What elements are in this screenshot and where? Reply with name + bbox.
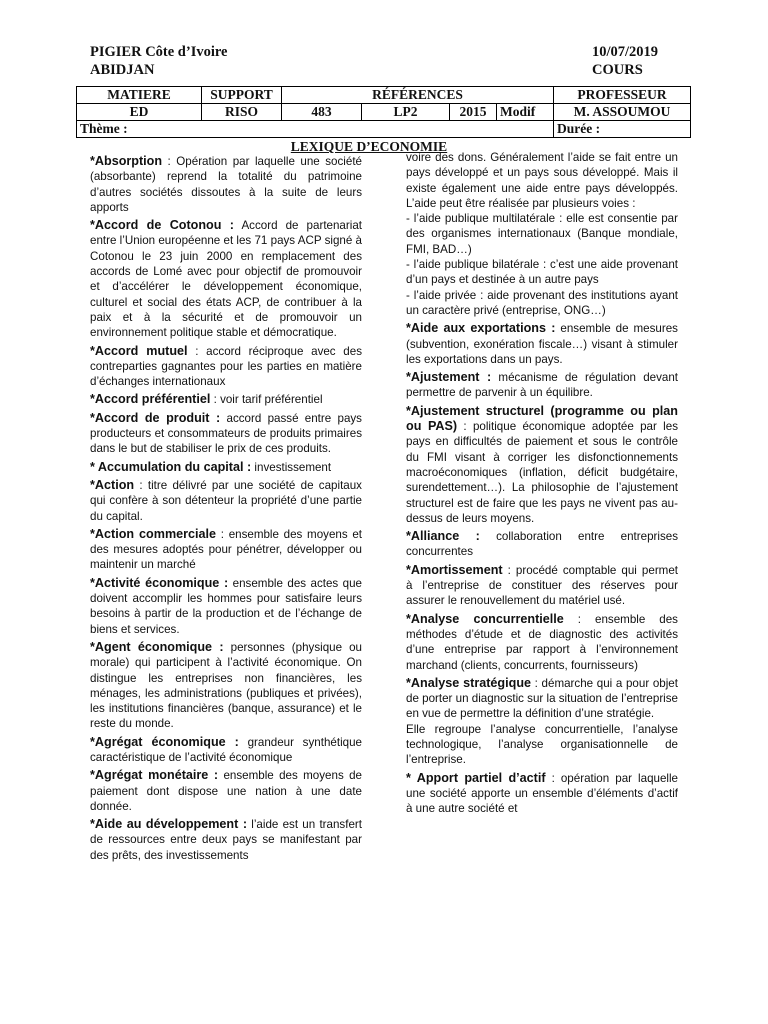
glossary-entry (406, 563, 678, 609)
glossary-term: *Accord préférentiel (90, 392, 211, 407)
glossary-term: *Aide aux exportations : (406, 321, 556, 336)
glossary-term: * Accumulation du capital : (90, 459, 252, 474)
term-separator (239, 736, 248, 749)
glossary-entry (406, 404, 678, 526)
glossary-entry (406, 771, 678, 817)
city-name: ABIDJAN (90, 62, 155, 78)
org-name: PIGIER Côte d’Ivoire (90, 44, 228, 60)
glossary-definition: Elle regroupe l’analyse concurrentielle, l’analyse technologique, l’analyse organisationnelle de l’entreprise. (406, 722, 678, 767)
glossary-entry (90, 576, 362, 637)
glossary-term: *Accord mutuel (90, 343, 188, 358)
glossary-definition: Opération par laquelle une société (absorbante) reprend la totalité du patrimoine d’autres sociétés dissoutes à la suite de leurs apports (90, 155, 362, 214)
document-title: LEXIQUE D’ECONOMIE (290, 139, 448, 154)
glossary-entry (90, 344, 362, 390)
glossary-definition: collaboration entre entreprises concurrentes (406, 530, 678, 559)
glossary-entry (90, 460, 362, 475)
value-ref-num: 483 (282, 104, 362, 121)
continuation-paragraph: - l’aide publique bilatérale : c’est une aide provenant d’un pays et destinée à un autre pays (406, 258, 678, 287)
glossary-entry (90, 411, 362, 457)
glossary-entry (90, 392, 362, 407)
glossary-definition: opération par laquelle une société apporte un ensemble d’éléments d’actif à une autre société et (406, 771, 679, 816)
term-separator: : (457, 420, 473, 434)
glossary-entry (406, 676, 678, 722)
term-separator: : (216, 527, 229, 541)
col-matiere: MATIERE (77, 87, 202, 104)
continuation-paragraph: - l’aide publique multilatérale : elle est consentie par des organismes internationaux (Banque mondiale, FMI, BAD…) (406, 212, 678, 256)
glossary-definition: accord passé entre pays producteurs et consommateurs de produits primaires dans le but de stabiliser le prix de ces produits. (90, 411, 362, 456)
glossary-term: *Activité économique : (90, 575, 229, 590)
term-separator (480, 530, 496, 543)
glossary-definition: ensemble des actes que doivent accomplir les hommes pour satisfaire leurs besoins à partir de la production et de l’échange de biens et services. (90, 576, 362, 636)
value-matiere: ED (77, 104, 202, 121)
glossary-definition: personnes (physique ou morale) qui participent à l’activité économique. On distingue les entreprises non financières, les ménages, les administrations (publiques et privées), les institutions financières (banque, assurance) et le reste du monde. (90, 640, 362, 731)
glossary-term: *Analyse stratégique (406, 675, 532, 690)
glossary-term: *Agrégat monétaire : (90, 768, 219, 783)
glossary-entry (90, 218, 362, 340)
glossary-definition: investissement (254, 460, 332, 474)
course-meta-table (76, 86, 691, 138)
glossary-definition: accord réciproque avec des contreparties gagnantes pour les parties en matière d’échanges internationaux (90, 344, 362, 389)
glossary-definition: mécanisme de régulation devant permettre de parvenir à un équilibre. (406, 371, 678, 400)
glossary-definition: Accord de partenariat entre l’Union européenne et les 71 pays ACP signé à Cotonou le 23 juin 2000 en remplacement des accords de Lomé avec pour objectif de promouvoir et d’accélérer le développement économique, culturel et social des états ACP, de contribuer à la paix et à la sécurité et de promouvoir un environnement politique stable et démocratique. (90, 219, 362, 340)
term-separator: : (187, 344, 207, 358)
glossary-term: *Action commerciale (90, 526, 217, 541)
glossary-term: *Ajustement structurel (programme ou plan ou PAS) (406, 403, 678, 434)
glossary-term: *Ajustement : (406, 370, 492, 385)
glossary-term: *Accord de Cotonou : (90, 218, 234, 233)
glossary-entry (90, 154, 362, 215)
glossary-definition: ensemble de mesures (subvention, exonération fiscale…) visant à stimuler les exportations dans un pays. (406, 322, 678, 366)
left-column (90, 154, 362, 866)
meta-theme-row (77, 121, 691, 138)
value-professeur: M. ASSOUMOU (554, 104, 691, 121)
glossary-term: *Alliance : (406, 529, 480, 544)
right-column (406, 150, 678, 819)
glossary-definition: ensemble des moyens et des mesures adoptés pour pénétrer, développer ou maintenir un marché (90, 527, 362, 572)
glossary-entry (90, 527, 362, 573)
glossary-term: *Analyse concurrentielle (406, 611, 564, 626)
value-ref-modif: Modif (497, 104, 554, 121)
continuation-paragraph: voire des dons. Généralement l’aide se fait entre un pays développé et un pays sous développé. Mais il existe également une aide entre pays développés. L’aide peut être réalisée par plusieurs voies : (406, 151, 678, 210)
glossary-entry (406, 321, 678, 367)
term-separator: : (563, 612, 596, 626)
term-separator (224, 641, 231, 654)
glossary-term: *Action (90, 477, 135, 492)
glossary-definition: titre délivré par une société de capitaux qui confère à son détenteur la propriété d’une partie du capital. (90, 478, 362, 523)
col-support: SUPPORT (202, 87, 282, 104)
glossary-definition: démarche qui a pour objet de porter un diagnostic sur la situation de l’entreprise en vue de permettre la définition d’une stratégie. (406, 676, 678, 721)
glossary-entry (406, 529, 678, 560)
glossary-entry (90, 735, 362, 766)
header-left (90, 43, 227, 79)
doc-kind: COURS (592, 62, 643, 78)
glossary-definition: politique économique adoptée par les pays en difficultés de paiement et sous le contrôle du FMI visant à corriger les disfonctionnements macroéconomiques (inflation, déficit budgétaire, surendettement…). La philosophie de l’ajustement structurel est de faire que les pays ne vivent pas au-dessus de leurs moyens. (406, 420, 678, 525)
value-ref-year: 2015 (450, 104, 497, 121)
glossary-definition: l’aide est un transfert de ressources entre deux pays se manifestant par des prêts, des investissements (90, 818, 362, 862)
glossary-entry (406, 722, 678, 768)
term-separator: : (210, 393, 221, 407)
meta-value-row (77, 104, 691, 121)
glossary-term: *Agent économique : (90, 639, 224, 654)
term-separator: : (545, 771, 561, 785)
glossary-definition: procédé comptable qui permet à l’entreprise de constituer des réserves pour assurer le renouvellement du matériel usé. (406, 563, 679, 608)
glossary-definition: ensemble des méthodes d’étude et de diagnostic des activités d’une entreprise par rapport à l’environnement marchand (clients, concurrents, fournisseurs) (406, 612, 678, 672)
date: 10/07/2019 (592, 44, 659, 60)
glossary-term: *Amortissement (406, 562, 503, 577)
term-separator: : (502, 563, 516, 577)
glossary-definition: ensemble des moyens de paiement dont dispose une nation à une date donnée. (90, 769, 362, 813)
glossary-entry (90, 478, 362, 524)
term-separator: : (134, 478, 148, 492)
col-references: RÉFÉRENCES (282, 87, 554, 104)
glossary-entry (406, 370, 678, 401)
continuation-paragraph: - l’aide privée : aide provenant des institutions ayant un caractère privé (entreprise, ONG…) (406, 288, 678, 317)
glossary-entry (90, 640, 362, 732)
glossary-term: *Absorption (90, 154, 163, 168)
glossary-definition: voir tarif préférentiel (220, 393, 323, 407)
term-separator: : (162, 155, 177, 168)
glossary-entry (90, 817, 362, 863)
theme-label: Thème : (77, 121, 554, 138)
glossary-entry (90, 768, 362, 814)
glossary-term: *Aide au développement : (90, 817, 248, 832)
value-support: RISO (202, 104, 282, 121)
duree-label: Durée : (554, 121, 691, 138)
col-professeur: PROFESSEUR (554, 87, 691, 104)
glossary-term: * Apport partiel d’actif (406, 770, 546, 785)
header-right (592, 43, 658, 79)
glossary-term: *Agrégat économique : (90, 734, 239, 749)
glossary-definition: grandeur synthétique caractéristique de l’activité économique (90, 735, 362, 764)
glossary-entry (406, 612, 678, 673)
value-ref-level: LP2 (362, 104, 450, 121)
term-separator: : (531, 676, 542, 690)
meta-header-row (77, 87, 691, 104)
glossary-term: *Accord de produit : (90, 410, 221, 425)
